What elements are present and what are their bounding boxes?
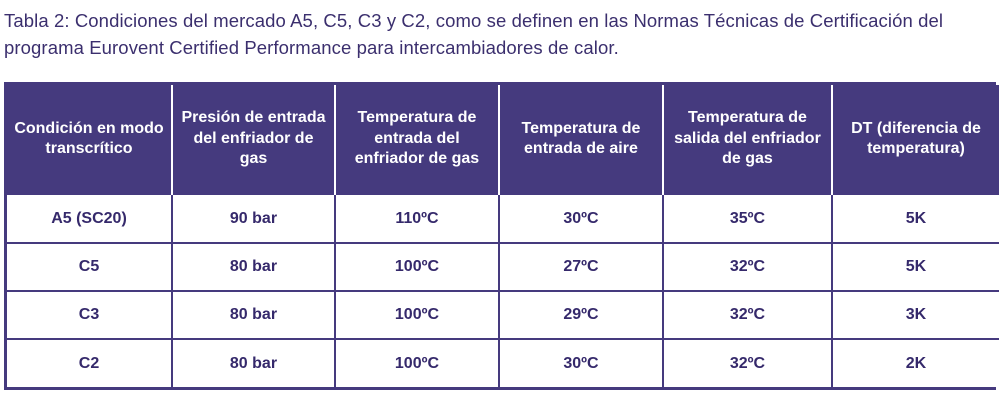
table-container — [4, 82, 996, 390]
table-row — [7, 243, 999, 291]
cell-condition: C2 — [7, 339, 172, 387]
table-row — [7, 291, 999, 339]
cell-gas-cooler-outlet-temp: 35ºC — [663, 195, 832, 243]
column-header-gas-cooler-outlet-temp: Temperatura de salida del enfriador de gas — [663, 85, 832, 195]
cell-inlet-pressure: 90 bar — [172, 195, 335, 243]
table-row — [7, 195, 999, 243]
column-header-condition: Condición en modo transcrítico — [7, 85, 172, 195]
table-body — [7, 195, 999, 387]
cell-condition: C5 — [7, 243, 172, 291]
table-caption: Tabla 2: Condiciones del mercado A5, C5, C3 y C2, como se definen en las Normas Técnicas de Certificación del programa Eurovent Certified Performance para intercambiadores de calor. — [4, 10, 944, 58]
cell-gas-cooler-outlet-temp: 32ºC — [663, 339, 832, 387]
cell-inlet-pressure: 80 bar — [172, 339, 335, 387]
column-header-inlet-pressure: Presión de entrada del enfriador de gas — [172, 85, 335, 195]
cell-air-inlet-temp: 29ºC — [499, 291, 663, 339]
table-row — [7, 339, 999, 387]
cell-dt: 2K — [832, 339, 999, 387]
cell-inlet-pressure: 80 bar — [172, 291, 335, 339]
cell-gas-cooler-outlet-temp: 32ºC — [663, 243, 832, 291]
cell-gas-cooler-inlet-temp: 100ºC — [335, 243, 499, 291]
cell-dt: 5K — [832, 243, 999, 291]
column-header-dt: DT (diferencia de temperatura) — [832, 85, 999, 195]
cell-dt: 3K — [832, 291, 999, 339]
cell-air-inlet-temp: 30ºC — [499, 195, 663, 243]
cell-air-inlet-temp: 27ºC — [499, 243, 663, 291]
market-conditions-table — [7, 85, 999, 387]
cell-gas-cooler-outlet-temp: 32ºC — [663, 291, 832, 339]
column-header-gas-cooler-inlet-temp: Temperatura de entrada del enfriador de gas — [335, 85, 499, 195]
cell-condition: A5 (SC20) — [7, 195, 172, 243]
table-frame — [4, 82, 996, 390]
cell-dt: 5K — [832, 195, 999, 243]
cell-air-inlet-temp: 30ºC — [499, 339, 663, 387]
column-header-air-inlet-temp: Temperatura de entrada de aire — [499, 85, 663, 195]
cell-inlet-pressure: 80 bar — [172, 243, 335, 291]
cell-gas-cooler-inlet-temp: 100ºC — [335, 291, 499, 339]
cell-condition: C3 — [7, 291, 172, 339]
cell-gas-cooler-inlet-temp: 100ºC — [335, 339, 499, 387]
table-header — [7, 85, 999, 195]
table-header-row — [7, 85, 999, 195]
cell-gas-cooler-inlet-temp: 110ºC — [335, 195, 499, 243]
